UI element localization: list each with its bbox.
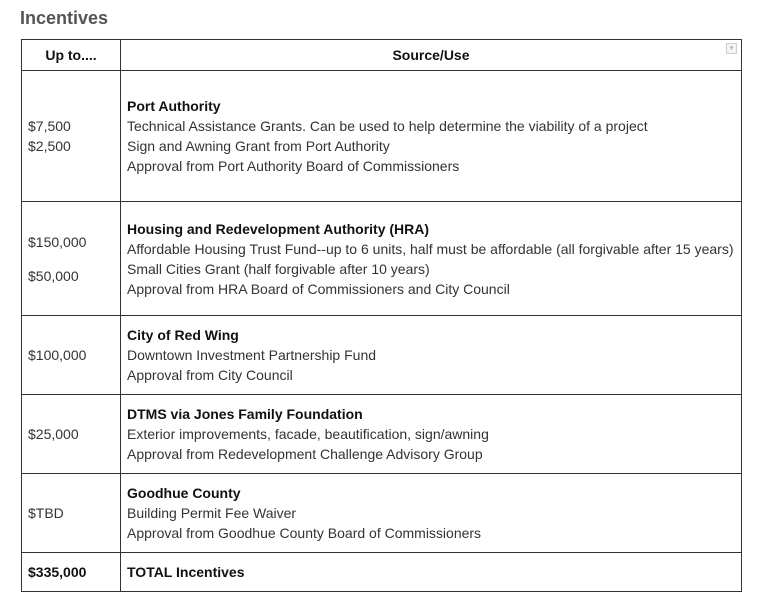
table-row <box>22 474 742 553</box>
total-row <box>22 553 742 592</box>
source-column-header <box>121 40 742 71</box>
table-row <box>22 202 742 316</box>
amount-value: $2,500 <box>28 138 71 154</box>
source-line: Affordable Housing Trust Fund--up to 6 units, half must be affordable (all forgivable after 15 years) <box>127 240 734 257</box>
table-row <box>22 395 742 474</box>
amount-value: $TBD <box>28 505 64 521</box>
amount-value: $50,000 <box>28 267 79 284</box>
source-cell <box>121 71 742 202</box>
table-row <box>22 71 742 202</box>
source-title: Port Authority <box>127 98 221 114</box>
source-line: Technical Assistance Grants. Can be used to help determine the viability of a project <box>127 118 648 134</box>
table-header-row <box>22 40 742 71</box>
amount-cell <box>22 474 121 553</box>
amount-cell <box>22 316 121 395</box>
source-line: Approval from City Council <box>127 367 293 383</box>
source-line: Sign and Awning Grant from Port Authority <box>127 138 390 154</box>
source-title: DTMS via Jones Family Foundation <box>127 406 363 422</box>
chevron-down-icon[interactable]: ▾ <box>726 43 737 54</box>
source-line: Building Permit Fee Waiver <box>127 505 297 521</box>
source-title: City of Red Wing <box>127 327 239 343</box>
source-cell <box>121 395 742 474</box>
total-label: TOTAL Incentives <box>121 553 742 592</box>
source-cell <box>121 474 742 553</box>
source-line: Approval from Port Authority Board of Commissioners <box>127 158 460 174</box>
amount-cell <box>22 202 121 316</box>
source-line: Exterior improvements, facade, beautification, sign/awning <box>127 426 489 442</box>
source-line: Small Cities Grant (half forgivable after 10 years) <box>127 260 430 277</box>
source-line: Downtown Investment Partnership Fund <box>127 347 377 363</box>
total-amount: $335,000 <box>22 553 121 592</box>
source-column-header-label: Source/Use <box>392 47 470 63</box>
incentives-table <box>21 39 742 592</box>
amount-value: $25,000 <box>28 426 79 442</box>
table-row <box>22 316 742 395</box>
amount-value: $100,000 <box>28 347 87 363</box>
amount-value: $7,500 <box>28 118 71 134</box>
source-cell <box>121 316 742 395</box>
page-title: Incentives <box>20 8 109 28</box>
source-cell <box>121 202 742 316</box>
source-line: Approval from Redevelopment Challenge Advisory Group <box>127 446 483 462</box>
source-line: Approval from HRA Board of Commissioners and City Council <box>127 280 510 297</box>
amount-value: $150,000 <box>28 233 87 250</box>
amount-cell <box>22 395 121 474</box>
amount-cell <box>22 71 121 202</box>
amount-column-header: Up to.... <box>22 40 121 71</box>
source-title: Goodhue County <box>127 485 241 501</box>
source-line: Approval from Goodhue County Board of Commissioners <box>127 525 482 541</box>
source-title: Housing and Redevelopment Authority (HRA) <box>127 220 430 237</box>
